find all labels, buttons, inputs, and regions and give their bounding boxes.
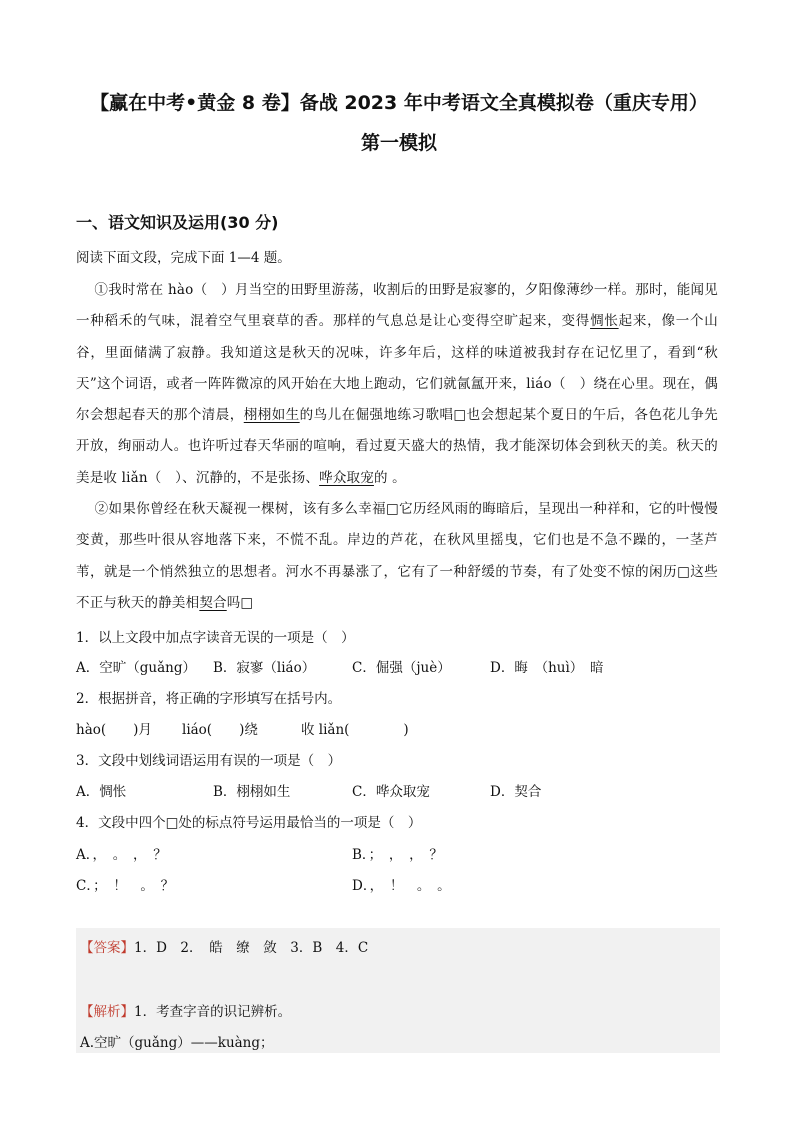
- underlined-word-1: 惆怅: [590, 313, 619, 330]
- answer-text: 1．D 2． 皓 缭 敛 3．B 4．C: [134, 940, 369, 956]
- q3-option-c: C．哗众取宠: [352, 784, 430, 800]
- q4-option-d: D．， ！ 。 。: [352, 878, 451, 894]
- document-subtitle: 第一模拟: [360, 132, 437, 154]
- q4-option-a: A．， 。 ， ？: [76, 847, 167, 863]
- q3-option-a: A．惆怅: [76, 784, 127, 800]
- analysis-option-a: A.空旷（guǎng）——kuàng；: [80, 1035, 274, 1051]
- answer-tag: 【答案】: [80, 940, 134, 956]
- section-heading: 一、语文知识及运用(30 分): [76, 213, 279, 232]
- q4-option-c: C．； ！ 。 ？: [76, 878, 175, 894]
- q1-option-a: A．空旷（guǎng）: [76, 660, 196, 676]
- q4-option-b: B．； ， ， ？: [352, 847, 443, 863]
- analysis-text: 1．考查字音的识记辨析。: [134, 1004, 292, 1020]
- answer-line: [80, 936, 368, 956]
- answer-box: [76, 928, 720, 1053]
- q2-fill-1: hào( )月: [76, 722, 152, 738]
- q1-option-c: C．倔强（juè）: [352, 660, 451, 676]
- q2-fill-2: liáo( )绕: [182, 722, 258, 738]
- question-1: 1．以上文段中加点字读音无误的一项是（ ）: [76, 630, 355, 646]
- question-4: 4．文段中四个□处的标点符号运用最恰当的一项是（ ）: [76, 815, 422, 831]
- q3-option-b: B．栩栩如生: [213, 784, 291, 800]
- q1-option-d: D．晦 （huì） 暗: [490, 660, 604, 676]
- analysis-line: [80, 1000, 291, 1020]
- passage-paragraph-1: ①我时常在 hào（ ）月当空的田野里游荡，收割后的田野是寂寥的，夕阳像薄纱一样。那时，能闻见一种稻禾的气味，混着空气里衰草的香。那样的气息总是让心变得空旷起来，变得惆怅起来，像一个山谷，里面储满了寂静。我知道这是秋天的况味，许多年后，这样的味道被我封存在记忆里了，看到“秋天”这个词语，或者一阵阵微凉的风开始在大地上跑动，它们就氤氲开来，liáo（ ）绕在心里。现在，偶尔会想起春天的那个清晨，栩栩如生的鸟儿在倔强地练习歌唱□也会想起某个夏日的午后，各色花儿争先开放，绚丽动人。也许听过春天华丽的喧响，看过夏天盛大的热情，我才能深切体会到秋天的美。秋天的美是收 liǎn（ ）、沉静的，不是张扬、哗众取宠的 。: [76, 282, 719, 486]
- underlined-word-2: 栩栩如生: [243, 407, 300, 424]
- underlined-word-4: 契合: [199, 594, 227, 611]
- section-intro: 阅读下面文段，完成下面 1—4 题。: [76, 250, 291, 266]
- q2-fill-3: 收 liǎn( ): [301, 722, 409, 738]
- question-3: 3．文段中划线词语运用有误的一项是（ ）: [76, 753, 342, 769]
- passage-paragraph-2: ②如果你曾经在秋天凝视一棵树，该有多么幸福□它历经风雨的晦暗后，呈现出一种祥和，它的叶慢慢变黄，那些叶很从容地落下来，不慌不乱。岸边的芦花，在秋风里摇曳，它们也是不急不躁的，一茎芦苇，就是一个悄然独立的思想者。河水不再暴涨了，它有了一种舒缓的节奏，有了处变不惊的闲历□这些不正与秋天的静美相契合吗□: [76, 501, 718, 611]
- q1-option-b: B．寂寥（liáo）: [213, 660, 316, 676]
- underlined-word-3: 哗众取宠: [319, 469, 374, 486]
- document-title: 【赢在中考•黄金 8 卷】备战 2023 年中考语文全真模拟卷（重庆专用）: [90, 92, 708, 114]
- analysis-tag: 【解析】: [80, 1004, 134, 1020]
- q3-option-d: D．契合: [490, 784, 542, 800]
- question-2: 2．根据拼音，将正确的字形填写在括号内。: [76, 691, 342, 707]
